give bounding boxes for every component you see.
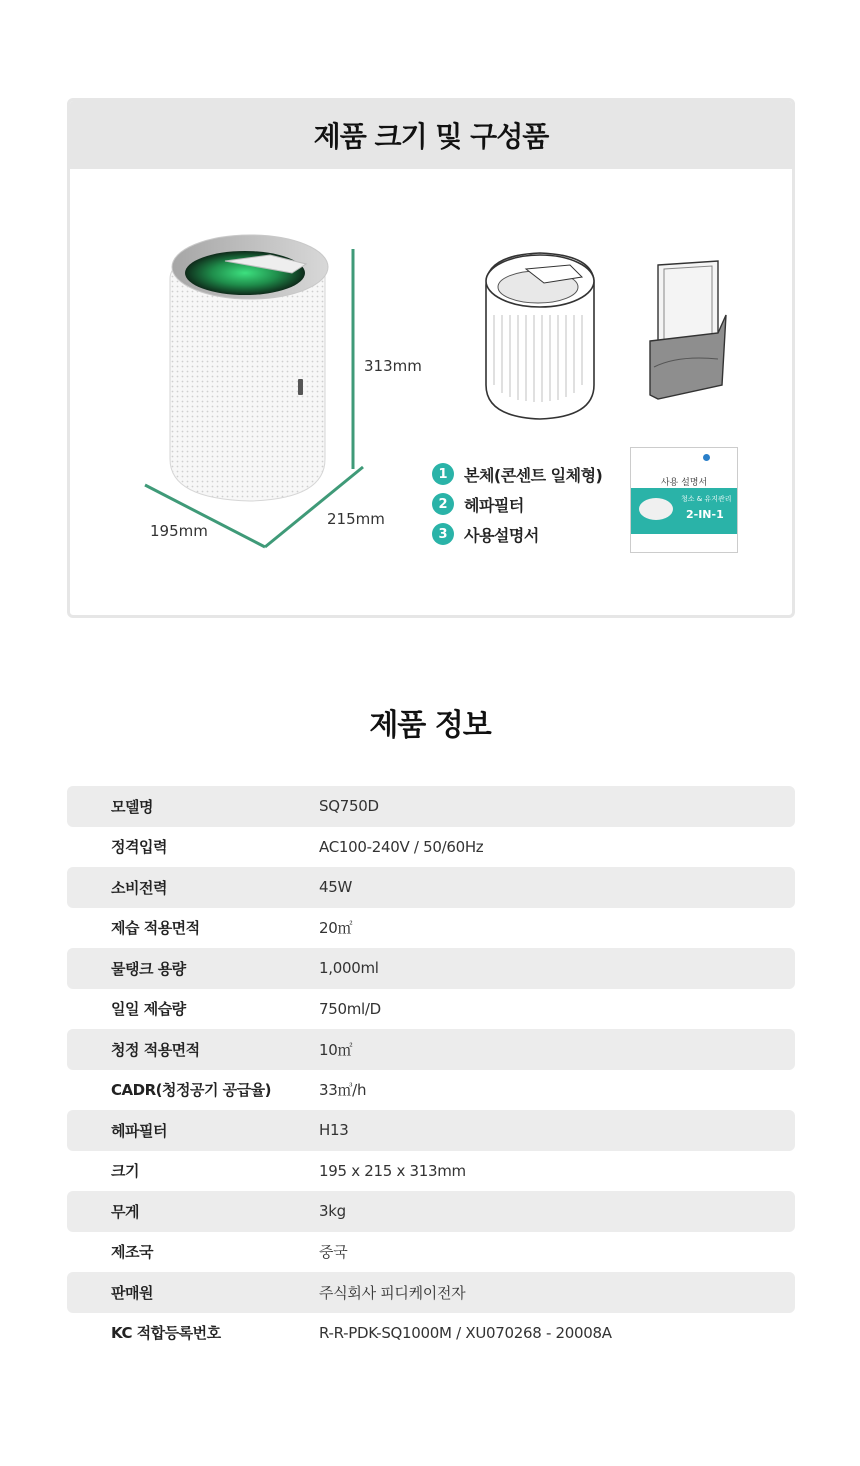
legend-label: 사용설명서	[464, 525, 539, 545]
spec-value: R-R-PDK-SQ1000M / XU070268 - 20008A	[319, 1323, 612, 1342]
components-body	[70, 169, 792, 618]
spec-key: 헤파필터	[111, 1121, 167, 1140]
table-row	[67, 1272, 795, 1313]
spec-key: 판매원	[111, 1283, 153, 1302]
legend-number: 1	[432, 463, 454, 485]
spec-value: 45W	[319, 878, 353, 897]
table-row	[67, 908, 795, 949]
height-label: 313mm	[364, 357, 422, 375]
table-row	[67, 827, 795, 868]
spec-value: 주식회사 피디케이전자	[319, 1283, 466, 1302]
table-row	[67, 989, 795, 1030]
manual-badge: 2-IN-1	[686, 508, 724, 521]
spec-key: CADR(청정공기 공급율)	[111, 1081, 271, 1100]
legend-item	[432, 519, 602, 549]
table-row	[67, 1191, 795, 1232]
product-info-table	[67, 786, 795, 1353]
spec-key: 청정 적용면적	[111, 1040, 200, 1059]
legend-label: 헤파필터	[464, 495, 524, 515]
spec-key: 제조국	[111, 1243, 153, 1262]
spec-key: 소비전력	[111, 878, 167, 897]
manual-cover	[631, 488, 737, 534]
legend-item	[432, 459, 602, 489]
table-row	[67, 1232, 795, 1273]
table-row	[67, 1313, 795, 1354]
spec-value: H13	[319, 1121, 349, 1140]
spec-key: 크기	[111, 1162, 139, 1181]
legend-number: 2	[432, 493, 454, 515]
spec-value: 195 x 215 x 313mm	[319, 1161, 466, 1180]
components-card	[67, 98, 795, 618]
legend-item	[432, 489, 602, 519]
product-dimension-diagram	[70, 169, 430, 618]
manual-device-icon	[639, 498, 673, 520]
spec-value: 750ml/D	[319, 999, 381, 1018]
spec-value: 20㎡	[319, 919, 353, 938]
spec-value: 중국	[319, 1243, 348, 1262]
table-row	[67, 948, 795, 989]
manual-logo-icon	[703, 454, 710, 461]
table-row	[67, 1110, 795, 1151]
table-row	[67, 1151, 795, 1192]
spec-key: KC 적합등록번호	[111, 1324, 221, 1343]
components-title: 제품 크기 및 구성품	[70, 101, 792, 169]
legend-number: 3	[432, 523, 454, 545]
components-legend	[432, 459, 602, 549]
manual-heading: 사용 설명서	[660, 478, 708, 488]
spec-key: 정격입력	[111, 838, 167, 857]
spec-key: 제습 적용면적	[111, 919, 200, 938]
spec-key: 일일 제습량	[111, 1000, 186, 1019]
spec-key: 물탱크 용량	[111, 959, 186, 978]
product-info-title: 제품 정보	[369, 708, 491, 743]
table-row	[67, 786, 795, 827]
legend-label: 본체(콘센트 일체형)	[464, 465, 603, 485]
spec-key: 모델명	[111, 797, 153, 816]
table-row	[67, 1029, 795, 1070]
spec-value: 3kg	[319, 1202, 346, 1221]
spec-key: 무게	[111, 1202, 139, 1221]
spec-value: 33㎥/h	[319, 1081, 367, 1100]
spec-value: SQ750D	[319, 797, 379, 816]
hepa-filter-image	[638, 255, 738, 415]
spec-value: 10㎡	[319, 1040, 353, 1059]
spec-value: 1,000ml	[319, 959, 379, 978]
manual-subheading: 청소 & 유지관리	[681, 495, 732, 503]
depth-label: 215mm	[327, 510, 385, 528]
width-label: 195mm	[150, 522, 208, 540]
spec-value: AC100-240V / 50/60Hz	[319, 837, 484, 856]
table-row	[67, 867, 795, 908]
table-row	[67, 1070, 795, 1111]
manual-image	[630, 447, 738, 553]
body-line-art	[474, 235, 614, 435]
